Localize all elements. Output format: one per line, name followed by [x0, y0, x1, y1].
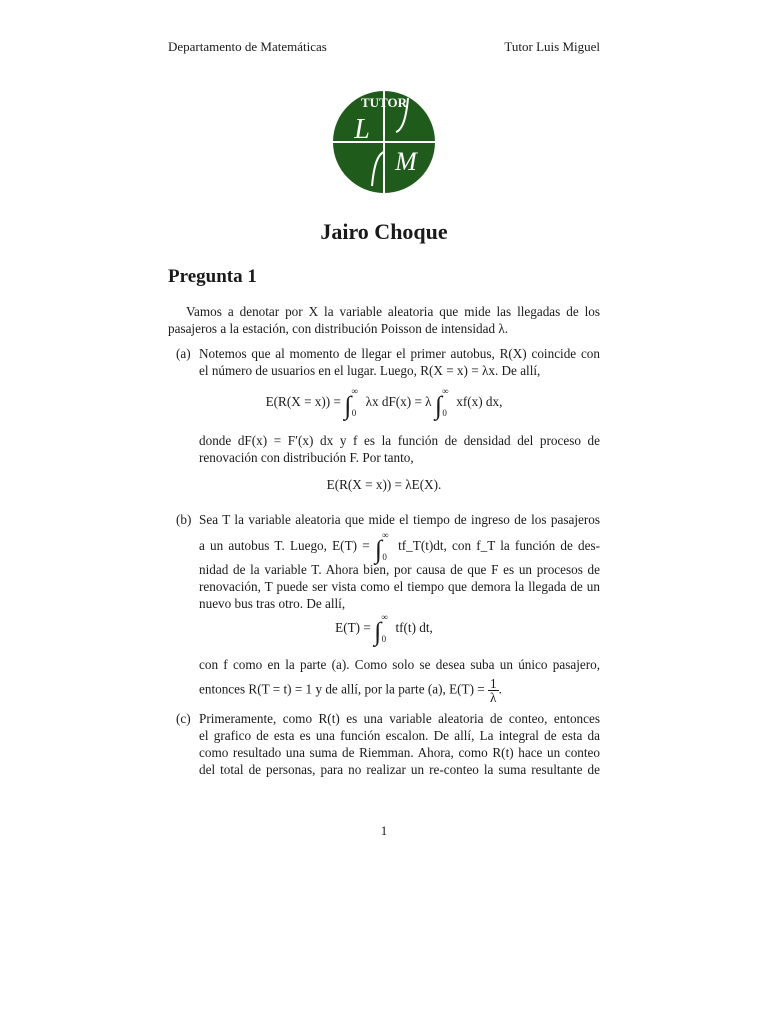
item-b-line: con f como en la parte (a). Como solo se desea suba un único pasajero, [199, 657, 600, 672]
item-c-line: Primeramente, como R(t) es una variable aleatoria de conteo, entonces [199, 711, 600, 726]
section-title: Pregunta 1 [168, 266, 257, 287]
intro-line: pasajeros a la estación, con distribución Poisson de intensidad λ. [168, 321, 509, 336]
fraction-numerator: 1 [490, 676, 497, 691]
integral-lower: 0 [351, 408, 357, 418]
fraction [488, 677, 499, 704]
item-a-line: donde dF(x) = F′(x) dx y f es la función de densidad del proceso de [199, 433, 600, 448]
item-b-line: Sea T la variable aleatoria que mide el tiempo de ingreso de los pasajeros [199, 512, 600, 527]
item-b-text: tf_T(t)dt, con f_T la función de des- [398, 538, 601, 553]
item-a-continued [176, 432, 600, 466]
integral-sign: ∫ [434, 391, 442, 420]
logo-letter-l: L [354, 114, 370, 145]
item-c-line: como resultado una suma de Riemman. Ahora, como R(t) hace un conteo [199, 745, 600, 760]
logo-text-tutor: TUTOR [361, 95, 407, 110]
integral-lower: 0 [382, 552, 387, 562]
intro-line: Vamos a denotar por X la variable aleatoria que mide las llegadas de los [186, 304, 600, 319]
item-c-line: el grafico de esta es una función escalon. De allí, La integral de esta da [199, 728, 600, 743]
integral-upper: ∞ [381, 530, 389, 540]
equation-text: xf(x) dx, [456, 394, 503, 409]
integral-upper: ∞ [351, 386, 358, 396]
equation-3 [0, 612, 768, 646]
header-department: Departamento de Matemáticas [168, 39, 327, 54]
integral-upper: ∞ [381, 612, 388, 622]
item-b-line-integral [199, 530, 601, 564]
equation-1 [0, 386, 768, 420]
item-b [176, 511, 600, 612]
item-b-line: nuevo bus tras otro. De allí, [199, 596, 346, 611]
equation-text: E(T) = [335, 620, 371, 635]
item-label: (b) [176, 512, 192, 527]
item-b-continued [176, 656, 600, 704]
integral-sign: ∫ [374, 617, 382, 646]
integral-sign: ∫ [344, 391, 352, 420]
logo-letter-m: M [395, 147, 417, 176]
integral-lower: 0 [442, 408, 447, 418]
item-label: (c) [176, 711, 191, 726]
header-tutor: Tutor Luis Miguel [504, 39, 600, 54]
item-c [176, 710, 600, 778]
integral-lower: 0 [381, 634, 387, 644]
integral-upper: ∞ [442, 386, 449, 396]
item-b-line: nidad de la variable T. Ahora bien, por causa de que F es un procesos de [199, 562, 600, 577]
item-a-line: el número de usuarios en el lugar. Luego, R(X = x) = λx. De allí, [199, 363, 541, 378]
equation-text: E(R(X = x)) = [265, 394, 341, 409]
integral-sign: ∫ [374, 535, 382, 564]
equation-text: tf(t) dt, [395, 620, 433, 635]
item-b-text: a un autobus T. Luego, E(T) = [199, 538, 370, 553]
item-a-line: renovación con distribución F. Por tanto, [199, 450, 414, 465]
item-label: (a) [176, 346, 191, 361]
item-b-line-fraction [199, 677, 600, 704]
intro-paragraph [168, 303, 600, 337]
fraction-denominator: λ [490, 690, 497, 705]
item-a-line: Notemos que al momento de llegar el primer autobus, R(X) coincide con [199, 346, 600, 361]
item-c-line: del total de personas, para no realizar un re-conteo la suma resultante de [199, 762, 600, 777]
page-number: 1 [380, 823, 388, 838]
document-title: Jairo Choque [320, 219, 448, 244]
item-b-line: renovación, T puede ser vista como el tiempo que demora la llegada de un [199, 579, 600, 594]
item-b-text: . [498, 681, 502, 697]
equation-2: E(R(X = x)) = λE(X). [326, 477, 442, 492]
tutor-logo [332, 90, 436, 194]
item-a [176, 345, 600, 379]
item-b-text: entonces R(T = t) = 1 y de allí, por la parte (a), E(T) = [199, 681, 485, 697]
equation-text: λx dF(x) = λ [365, 394, 432, 409]
